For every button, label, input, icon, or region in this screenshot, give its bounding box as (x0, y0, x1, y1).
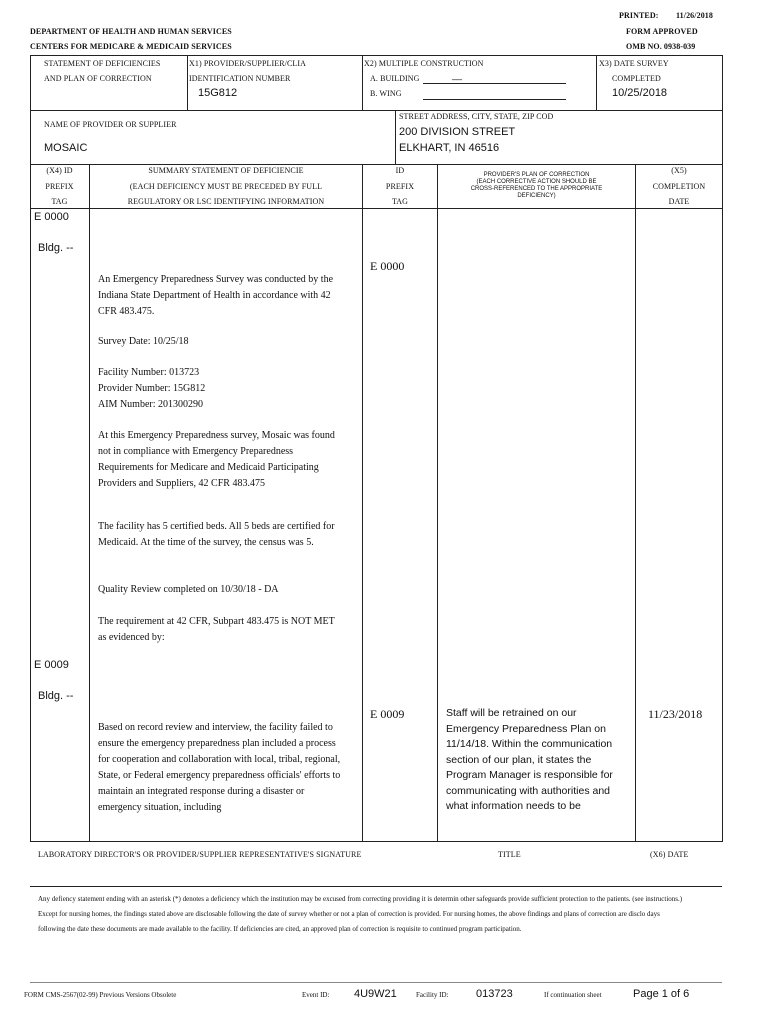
summary-paragraph: At this Emergency Preparedness survey, Mosaic was found not in compliance with Emergency Preparedness Requirements for Medicare and Medicaid Participating Providers and Suppliers, 42 CFR 483.475 (98, 430, 335, 489)
x4-header-3: TAG (51, 197, 68, 206)
summary-paragraph: Based on record review and interview, the facility failed to ensure the emergency preparedness plan included a process for cooperation and collaboration with local, tribal, regional, State, or Federal emergency preparedness officials' efforts to maintain an integrated response during a disaster or emergency situation, including (98, 722, 341, 813)
summary-header-1: SUMMARY STATEMENT OF DEFICIENCIE (148, 166, 304, 175)
provider-id-value: 15G812 (198, 87, 238, 99)
completion-date: 11/23/2018 (648, 707, 703, 721)
address-line-1: 200 DIVISION STREET (399, 126, 516, 138)
signature-bottom-border (30, 886, 722, 887)
x5-header-3: DATE (668, 197, 690, 206)
building-value: __ (452, 70, 463, 80)
poc-header-3: CROSS-REFERENCED TO THE APPROPRIATE (470, 186, 603, 192)
divider (30, 110, 31, 165)
column-divider (89, 164, 90, 842)
x4-header-1: (X4) ID (46, 166, 73, 175)
form-top-border (30, 55, 722, 56)
building-label: A. BUILDING (370, 74, 420, 83)
id-header-3: TAG (391, 197, 409, 206)
form-right-border (722, 55, 723, 165)
form-number: FORM CMS-2567(02-99) Previous Versions Obsolete (24, 991, 177, 999)
wing-label: B. WING (370, 89, 402, 98)
table-header-border (30, 208, 722, 209)
date-label: (X6) DATE (650, 850, 689, 859)
centers-name: CENTERS FOR MEDICARE & MEDICAID SERVICES (30, 42, 232, 51)
omb-number: OMB NO. 0938-039 (626, 42, 696, 51)
statement-label-2: AND PLAN OF CORRECTION (44, 74, 152, 83)
x3-sublabel: COMPLETED (612, 74, 661, 83)
summary-header-2: (EACH DEFICIENCY MUST BE PRECEDED BY FULL (129, 182, 323, 191)
building-tag: Bldg. -- (38, 690, 74, 702)
event-id-label: Event ID: (302, 991, 330, 999)
building-underline (423, 83, 566, 84)
table-top-border (30, 164, 722, 165)
summary-paragraph: The facility has 5 certified beds. All 5 beds are certified for Medicaid. At the time of the survey, the census was 5. (98, 521, 335, 548)
summary-header-3: REGULATORY OR LSC IDENTIFYING INFORMATION (127, 197, 325, 206)
summary-paragraph: The requirement at 42 CFR, Subpart 483.475 is NOT MET as evidenced by: (98, 616, 335, 643)
id-prefix-tag: E 0000 (370, 259, 405, 273)
continuation-label: If continuation sheet (544, 991, 602, 999)
event-id-value: 4U9W21 (354, 988, 397, 1000)
summary-paragraph: An Emergency Preparedness Survey was conducted by the Indiana State Department of Health in accordance with 42 CFR 483.475. (98, 274, 334, 317)
x5-header-1: (X5) (671, 166, 687, 175)
building-tag: Bldg. -- (38, 242, 74, 254)
disclaimer-footnote: Any defiency statement ending with an asterisk (*) denotes a deficiency which the institution may be excused from correcting providing it is determin other safeguards provide sufficient protection to the patients. (see instructions.) Except for nursing homes, the findings stated above are disclosable following the date of survey whether or not a plan of correction is provided. For nursing homes, the above findings and plans of correction are disclo days following the date these documents are made available to the facility. If deficiencies are cited, an approved plan of correction is requisite to continued program participation. (38, 895, 683, 933)
summary-paragraph: Facility Number: 013723 Provider Number: 15G812 AIM Number: 201300290 (98, 367, 206, 410)
divider (596, 55, 597, 110)
printed-label: PRINTED: (619, 11, 659, 20)
x1-label: X1) PROVIDER/SUPPLIER/CLIA (189, 59, 307, 68)
table-bottom-border (30, 841, 722, 842)
survey-date-value: 10/25/2018 (612, 87, 668, 99)
poc-header-4: DEFICIENCY) (517, 193, 556, 199)
x2-label: X2) MULTIPLE CONSTRUCTION (364, 59, 484, 68)
table-right-border (722, 164, 723, 842)
divider (30, 110, 722, 111)
column-divider (362, 164, 363, 842)
x5-header-2: COMPLETION (652, 182, 706, 191)
summary-paragraph: Quality Review completed on 10/30/18 - DA (98, 584, 279, 595)
id-header-2: PREFIX (385, 182, 415, 191)
department-name: DEPARTMENT OF HEALTH AND HUMAN SERVICES (30, 27, 232, 36)
director-signature-label: LABORATORY DIRECTOR'S OR PROVIDER/SUPPLIER REPRESENTATIVE'S SIGNATURE (38, 850, 362, 859)
deficiency-tag: E 0009 (34, 659, 69, 671)
form-approved: FORM APPROVED (626, 27, 698, 36)
divider (187, 55, 188, 110)
page-number: Page 1 of 6 (633, 988, 690, 1000)
provider-label: NAME OF PROVIDER OR SUPPLIER (44, 120, 177, 129)
deficiency-tag: E 0000 (34, 211, 69, 223)
statement-label-1: STATEMENT OF DEFICIENCIES (44, 59, 161, 68)
x4-header-2: PREFIX (45, 182, 74, 191)
facility-id-label: Facility ID: (416, 991, 449, 999)
divider (395, 110, 396, 165)
divider (362, 55, 363, 110)
x3-label: X3) DATE SURVEY (599, 59, 669, 68)
table-left-border (30, 164, 31, 842)
title-label: TITLE (498, 850, 521, 859)
poc-header-2: (EACH CORRECTIVE ACTION SHOULD BE (476, 179, 597, 185)
column-divider (635, 164, 636, 842)
x1-sublabel: IDENTIFICATION NUMBER (189, 74, 291, 83)
footer-divider (30, 982, 722, 983)
column-divider (437, 164, 438, 842)
facility-id-value: 013723 (476, 988, 513, 1000)
address-line-2: ELKHART, IN 46516 (399, 142, 500, 154)
address-label: STREET ADDRESS, CITY, STATE, ZIP COD (399, 112, 554, 121)
poc-header-1: PROVIDER'S PLAN OF CORRECTION (483, 172, 590, 178)
summary-paragraph: Survey Date: 10/25/18 (98, 336, 189, 347)
provider-name: MOSAIC (44, 142, 88, 154)
id-prefix-tag: E 0009 (370, 707, 405, 721)
plan-of-correction-text: Staff will be retrained on our Emergency Preparedness Plan on 11/14/18. Within the communication section of our plan, it states the Program Manager is responsible for communicating with authorities and what information needs to be (446, 707, 613, 812)
id-header-1: ID (395, 166, 405, 175)
wing-underline (423, 99, 566, 100)
form-left-border (30, 55, 31, 110)
printed-date: 11/26/2018 (676, 11, 714, 20)
